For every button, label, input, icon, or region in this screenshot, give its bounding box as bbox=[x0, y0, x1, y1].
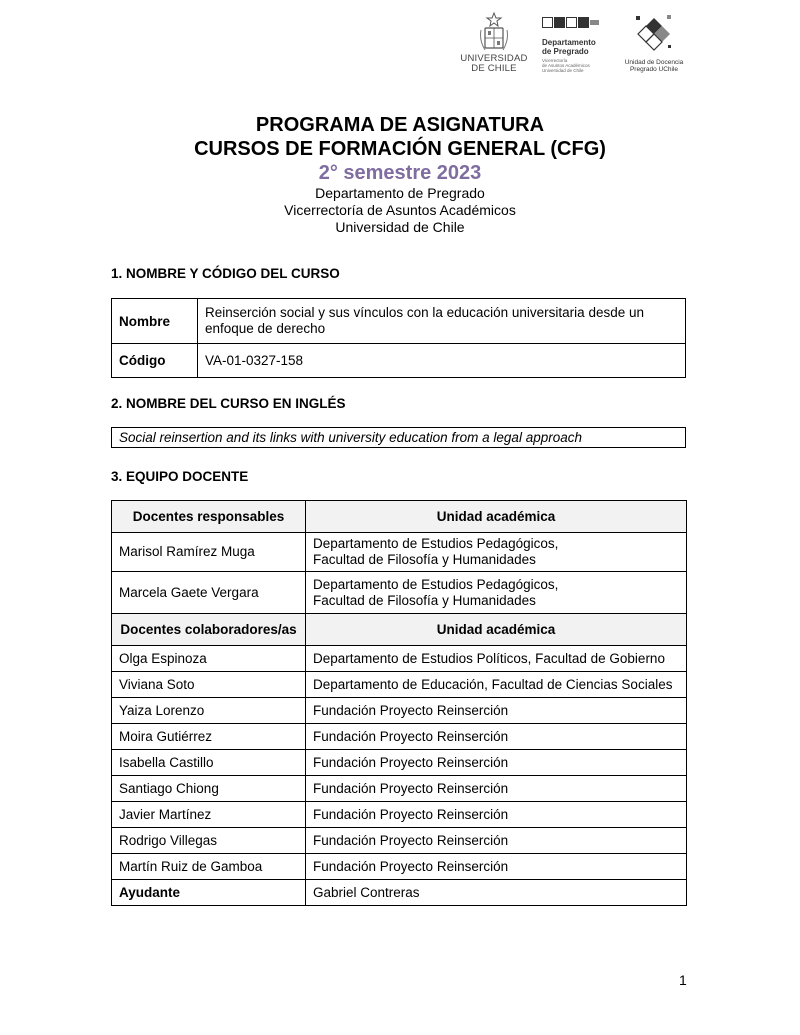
colaborador-name: Rodrigo Villegas bbox=[112, 828, 306, 854]
ayudante-label: Ayudante bbox=[112, 880, 306, 906]
table-row bbox=[112, 880, 687, 906]
table-row bbox=[112, 299, 686, 344]
logo-uchile-line1: UNIVERSIDAD bbox=[460, 53, 528, 64]
unit-header: Unidad académica bbox=[306, 501, 687, 533]
logo-pregrado-small3: Universidad de Chile bbox=[542, 68, 584, 73]
codigo-label: Código bbox=[112, 344, 198, 378]
colaborador-name: Santiago Chiong bbox=[112, 776, 306, 802]
table-header-row bbox=[112, 501, 687, 533]
logo-pregrado-line1: Departamento bbox=[542, 38, 596, 47]
table-row bbox=[112, 646, 687, 672]
section3-heading: 3. EQUIPO DOCENTE bbox=[111, 469, 249, 484]
table-row bbox=[112, 698, 687, 724]
title-line2: CURSOS DE FORMACIÓN GENERAL (CFG) bbox=[194, 138, 606, 160]
table-row bbox=[112, 533, 687, 572]
unit-line1: Departamento de Estudios Pedagógicos, bbox=[313, 576, 559, 592]
university-crest-icon bbox=[477, 12, 511, 54]
table-row bbox=[112, 672, 687, 698]
unit-line2: Facultad de Filosofía y Humanidades bbox=[313, 552, 536, 567]
english-course-name: Social reinsertion and its links with university education from a legal approach bbox=[111, 427, 686, 448]
colaborador-name: Javier Martínez bbox=[112, 802, 306, 828]
subtitle-university: Universidad de Chile bbox=[335, 219, 465, 235]
unidad-docencia-icon bbox=[632, 12, 676, 54]
table-row bbox=[112, 572, 687, 614]
header-logos bbox=[456, 12, 692, 88]
colaborador-unit: Fundación Proyecto Reinserción bbox=[306, 776, 687, 802]
departamento-pregrado-logo bbox=[542, 16, 612, 73]
title-line1: PROGRAMA DE ASIGNATURA bbox=[255, 114, 545, 136]
responsable-unit bbox=[306, 533, 687, 572]
colaborador-unit: Fundación Proyecto Reinserción bbox=[306, 750, 687, 776]
unidad-docencia-logo bbox=[616, 12, 692, 73]
section1-heading: 1. NOMBRE Y CÓDIGO DEL CURSO bbox=[111, 266, 340, 281]
unit-line1: Departamento de Estudios Pedagógicos, bbox=[313, 536, 559, 551]
responsable-unit bbox=[306, 572, 687, 614]
table-row bbox=[112, 776, 687, 802]
document-title-block bbox=[0, 113, 800, 236]
colaborador-unit: Fundación Proyecto Reinserción bbox=[306, 828, 687, 854]
table-row bbox=[112, 344, 686, 378]
logo-pregrado-small2: de Asuntos Académicos bbox=[542, 63, 590, 68]
colaborador-name: Yaiza Lorenzo bbox=[112, 698, 306, 724]
pregrado-squares-icon bbox=[542, 17, 600, 29]
colaborador-unit: Departamento de Educación, Facultad de Ciencias Sociales bbox=[306, 672, 687, 698]
colaborador-unit: Departamento de Estudios Políticos, Facultad de Gobierno bbox=[306, 646, 687, 672]
table-header-row bbox=[112, 614, 687, 646]
logo-uchile-line2: DE CHILE bbox=[471, 63, 517, 74]
nombre-value bbox=[198, 299, 686, 344]
colaborador-unit: Fundación Proyecto Reinserción bbox=[306, 698, 687, 724]
unit-line2: Facultad de Filosofía y Humanidades bbox=[313, 592, 536, 608]
colaborador-name: Olga Espinoza bbox=[112, 646, 306, 672]
subtitle-vicerrectoria: Vicerrectoría de Asuntos Académicos bbox=[284, 202, 516, 218]
table-row bbox=[112, 802, 687, 828]
colaborador-name: Isabella Castillo bbox=[112, 750, 306, 776]
semester-title: 2° semestre 2023 bbox=[318, 162, 482, 184]
page-number: 1 bbox=[679, 972, 687, 988]
logo-pregrado-small1: Vicerrectoría bbox=[542, 58, 568, 63]
colaboradores-header: Docentes colaboradores/as bbox=[112, 614, 306, 646]
colaborador-name: Moira Gutiérrez bbox=[112, 724, 306, 750]
teaching-team-table bbox=[111, 500, 687, 906]
unit-header: Unidad académica bbox=[306, 614, 687, 646]
nombre-value-line2: enfoque de derecho bbox=[205, 321, 326, 336]
universidad-de-chile-logo bbox=[456, 12, 532, 74]
table-row bbox=[112, 854, 687, 880]
responsable-name: Marisol Ramírez Muga bbox=[112, 533, 306, 572]
responsables-header: Docentes responsables bbox=[112, 501, 306, 533]
table-row bbox=[112, 750, 687, 776]
colaborador-unit: Fundación Proyecto Reinserción bbox=[306, 802, 687, 828]
course-name-table bbox=[111, 298, 686, 378]
ayudante-value: Gabriel Contreras bbox=[306, 880, 687, 906]
colaborador-unit: Fundación Proyecto Reinserción bbox=[306, 854, 687, 880]
section2-heading: 2. NOMBRE DEL CURSO EN INGLÉS bbox=[111, 396, 346, 411]
logo-pregrado-line2: de Pregrado bbox=[542, 47, 589, 56]
logo-ud-line1: Unidad de Docencia bbox=[624, 59, 684, 66]
logo-ud-line2: Pregrado UChile bbox=[629, 66, 679, 73]
subtitle-department: Departamento de Pregrado bbox=[315, 185, 485, 201]
nombre-value-line1: Reinserción social y sus vínculos con la educación universitaria desde un bbox=[205, 305, 644, 320]
nombre-label: Nombre bbox=[112, 299, 198, 344]
responsable-name: Marcela Gaete Vergara bbox=[112, 572, 306, 614]
table-row bbox=[112, 828, 687, 854]
colaborador-unit: Fundación Proyecto Reinserción bbox=[306, 724, 687, 750]
table-row bbox=[112, 724, 687, 750]
codigo-value: VA-01-0327-158 bbox=[198, 344, 686, 378]
colaborador-name: Viviana Soto bbox=[112, 672, 306, 698]
colaborador-name: Martín Ruiz de Gamboa bbox=[112, 854, 306, 880]
